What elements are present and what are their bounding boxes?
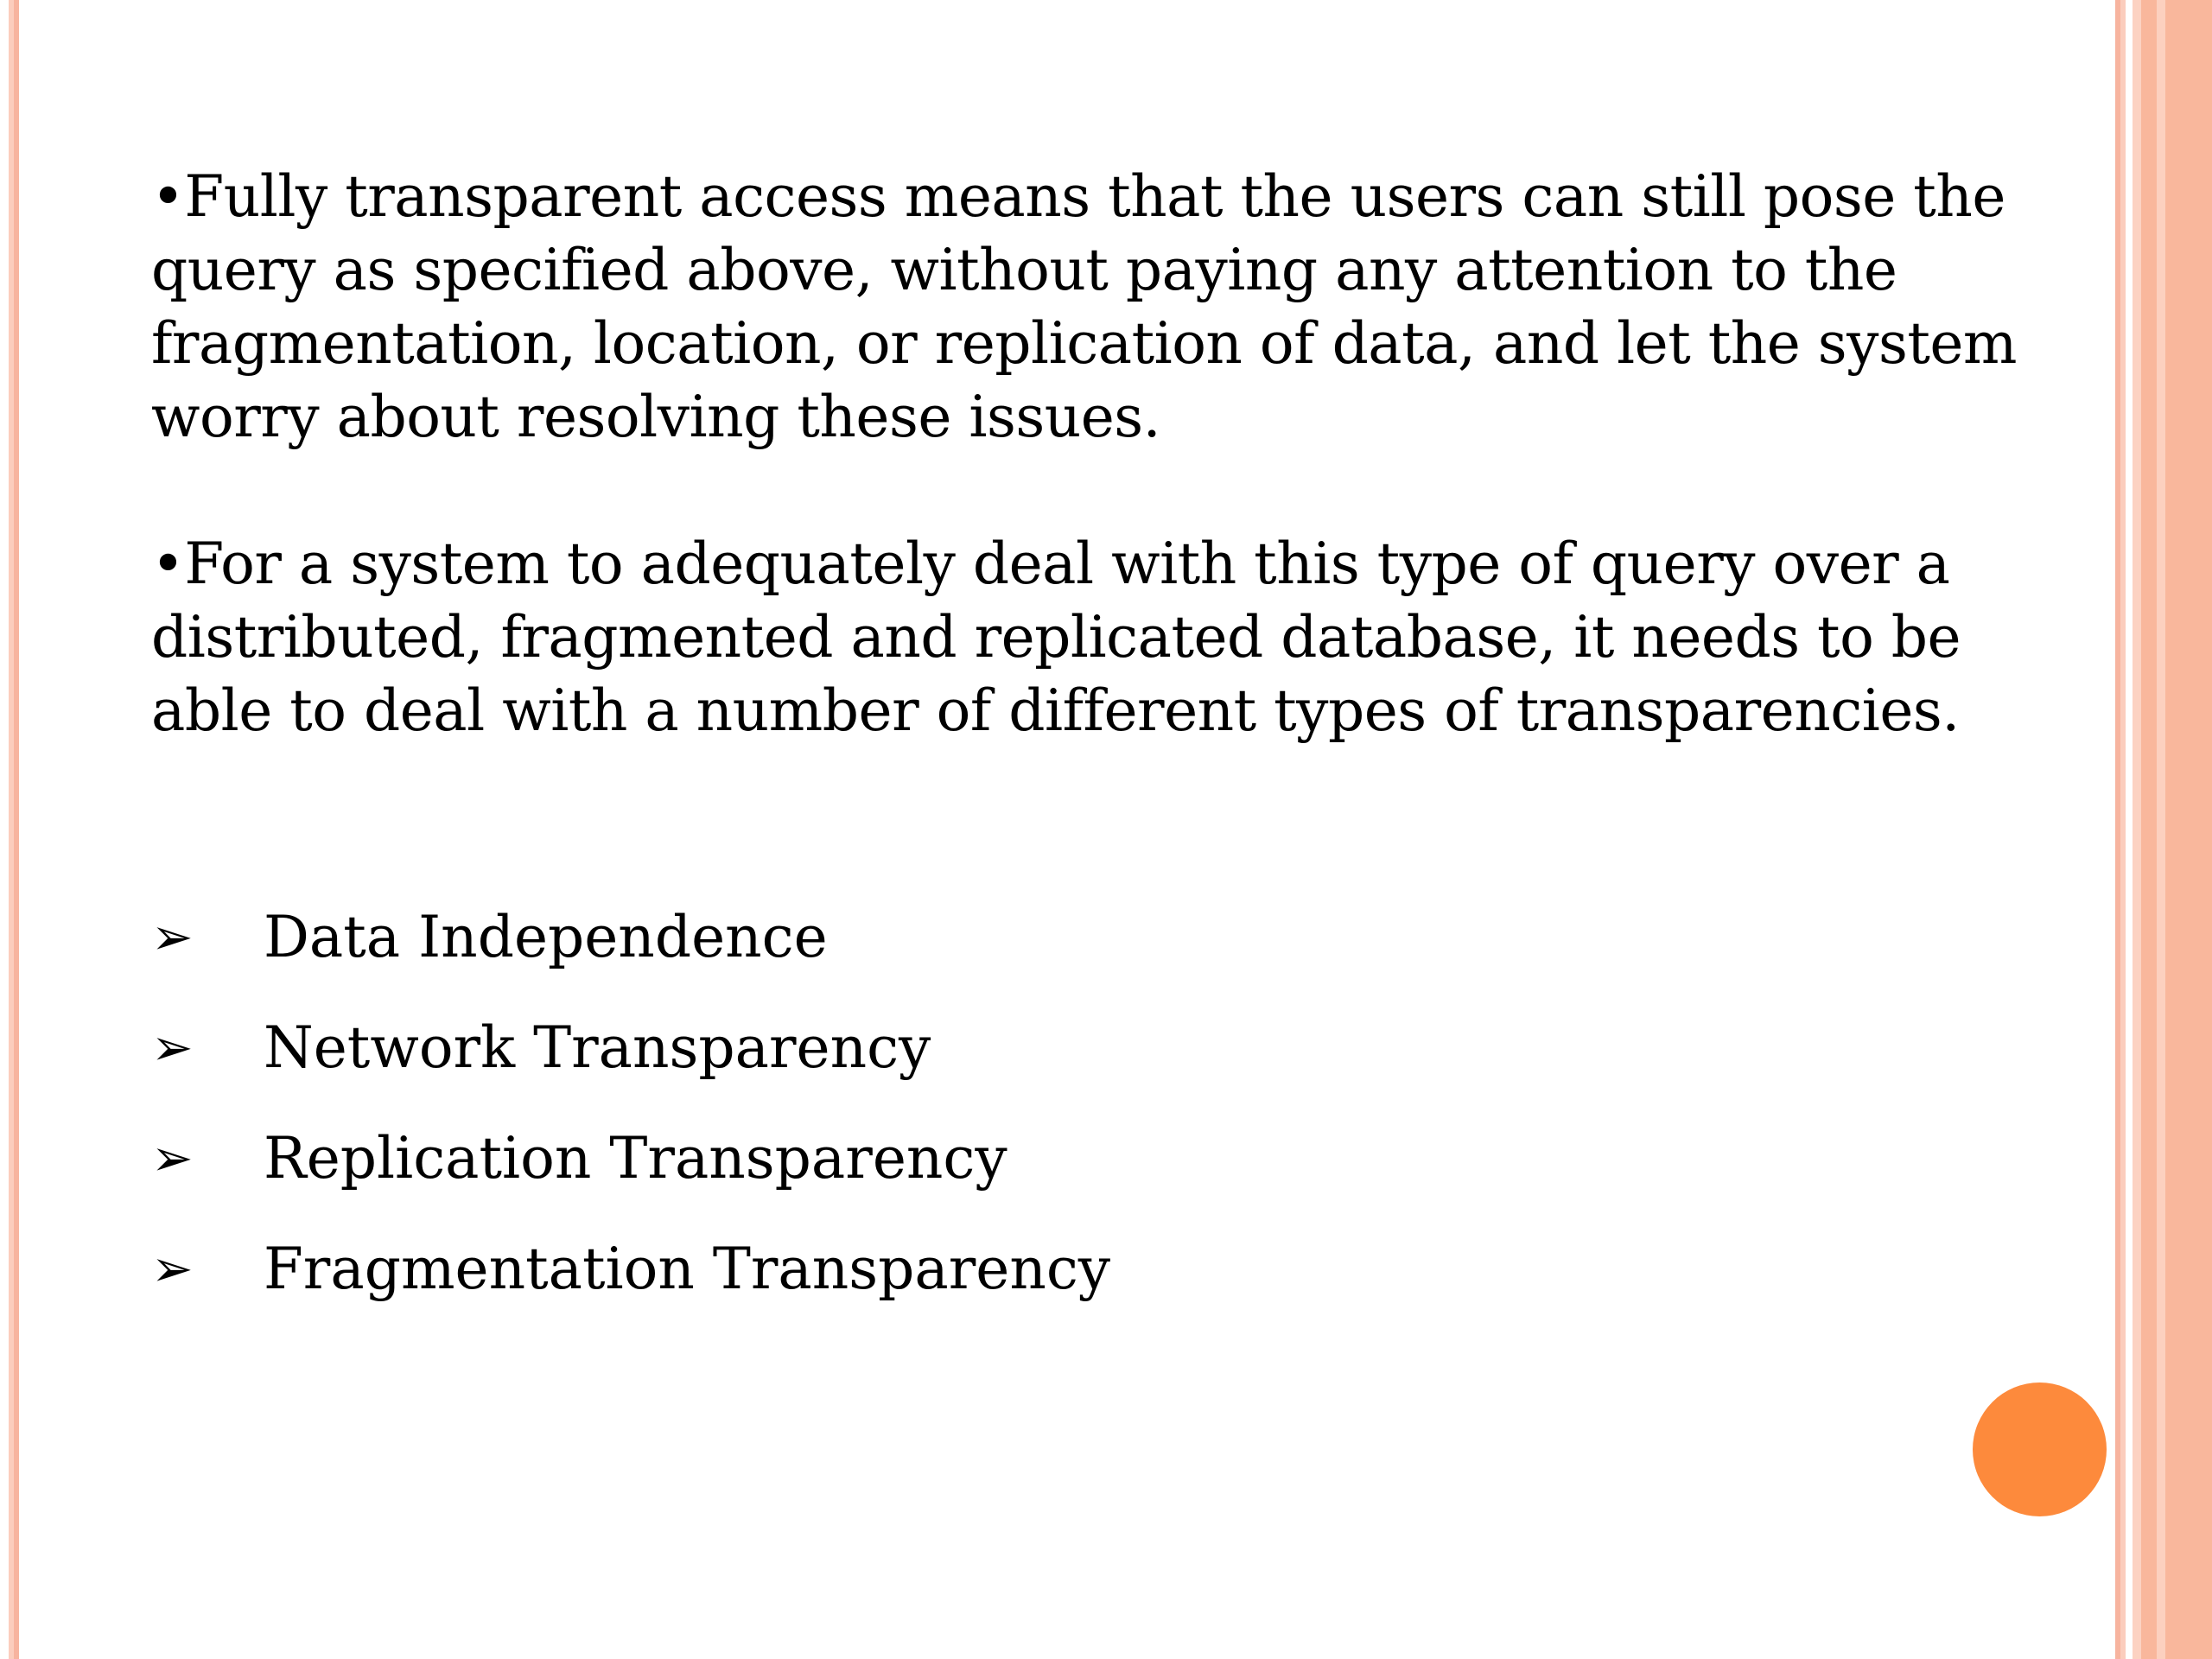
- right-border-decoration: [2115, 0, 2212, 1659]
- paragraph-transparent-access: •Fully transparent access means that the users can still pose the query as specified above, without paying any attention to the fragmentation, location, or replication of data, and let the system worry about resolving these issues.: [151, 163, 2018, 450]
- list-item: [151, 992, 1110, 1103]
- arrow-bullet-icon: ➢: [151, 1018, 194, 1077]
- arrow-bullet-icon: ➢: [151, 1128, 194, 1187]
- list-item-label: Data Independence: [264, 903, 828, 970]
- list-item-label: Network Transparency: [264, 1014, 931, 1081]
- body-text: [151, 160, 2018, 747]
- list-item-label: Replication Transparency: [264, 1124, 1007, 1192]
- paragraph-transparencies: •For a system to adequately deal with this type of query over a distributed, fragmented and replicated database, it needs to be able to deal with a number of different types of transparencies.: [151, 531, 1961, 744]
- list-item-label: Fragmentation Transparency: [264, 1235, 1111, 1302]
- left-border-decoration: [0, 0, 26, 1659]
- arrow-bullet-icon: ➢: [151, 907, 194, 966]
- list-item: [151, 1213, 1110, 1324]
- list-item: [151, 1103, 1110, 1213]
- transparency-list: [151, 881, 1110, 1324]
- orange-circle-decoration: [1973, 1382, 2107, 1516]
- arrow-bullet-icon: ➢: [151, 1239, 194, 1298]
- list-item: [151, 881, 1110, 992]
